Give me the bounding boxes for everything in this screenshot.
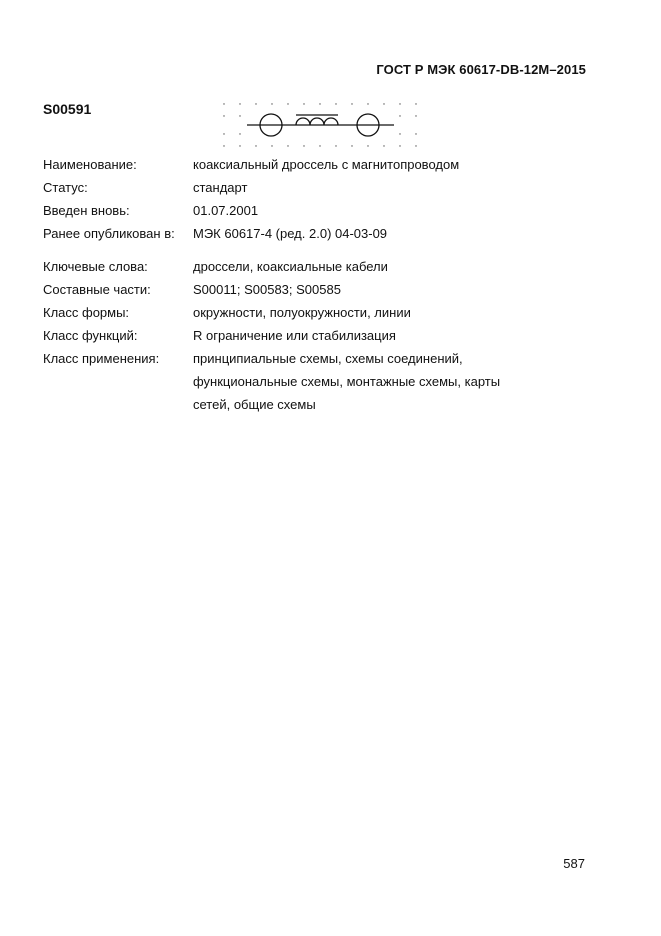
classification-label: Ключевые слова: bbox=[43, 259, 148, 274]
attribute-row-previously-published bbox=[43, 222, 603, 245]
classification-row-form-class bbox=[43, 301, 603, 324]
classification-value: окружности, полуокружности, линии bbox=[193, 305, 411, 320]
classification-row-keywords bbox=[43, 255, 603, 278]
page-number: 587 bbox=[563, 856, 585, 871]
attribute-value: коаксиальный дроссель с магнитопроводом bbox=[193, 157, 460, 172]
symbol-inductor-winding bbox=[296, 118, 338, 125]
attribute-row-introduced bbox=[43, 199, 603, 222]
classification-row-components bbox=[43, 278, 603, 301]
attribute-label: Статус: bbox=[43, 180, 88, 195]
attribute-row-name bbox=[43, 153, 603, 176]
classification-value: функциональные схемы, монтажные схемы, карты bbox=[193, 374, 501, 389]
attribute-label: Ранее опубликован в: bbox=[43, 226, 175, 241]
classification-label: Класс формы: bbox=[43, 305, 130, 320]
classification-value: S00011; S00583; S00585 bbox=[193, 282, 341, 297]
classification-row-application-class-cont bbox=[43, 393, 603, 416]
classification-row-function-class bbox=[43, 324, 603, 347]
classification-row-application-class-cont bbox=[43, 370, 603, 393]
attribute-value: стандарт bbox=[193, 180, 248, 195]
symbol-code: S00591 bbox=[43, 101, 92, 117]
classification-value: дроссели, коаксиальные кабели bbox=[193, 259, 388, 274]
coaxial-choke-symbol bbox=[222, 100, 418, 150]
classification-label: Класс функций: bbox=[43, 328, 138, 343]
attribute-row-status bbox=[43, 176, 603, 199]
classification-value: R ограничение или стабилизация bbox=[193, 328, 396, 343]
section-spacer bbox=[43, 245, 603, 255]
attribute-label: Наименование: bbox=[43, 157, 137, 172]
attribute-value: 01.07.2001 bbox=[193, 203, 259, 218]
classification-row-application-class bbox=[43, 347, 603, 370]
attribute-label: Введен вновь: bbox=[43, 203, 130, 218]
classification-label: Класс применения: bbox=[43, 351, 160, 366]
document-standard-header: ГОСТ Р МЭК 60617-DB-12M–2015 bbox=[376, 62, 586, 77]
attribute-value: МЭК 60617-4 (ред. 2.0) 04-03-09 bbox=[193, 226, 388, 241]
classification-label: Составные части: bbox=[43, 282, 151, 297]
classification-value: сетей, общие схемы bbox=[193, 397, 316, 412]
symbol-attributes-list bbox=[43, 153, 603, 416]
classification-value: принципиальные схемы, схемы соединений, bbox=[193, 351, 463, 366]
